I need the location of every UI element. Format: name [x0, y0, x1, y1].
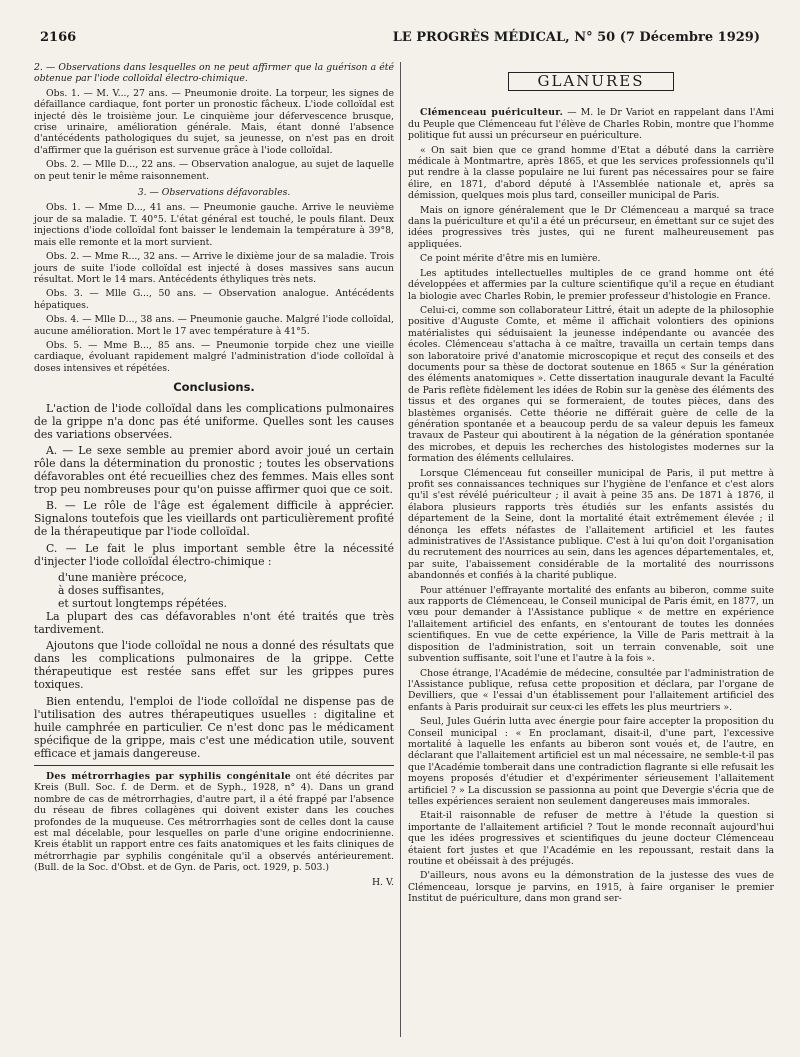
paragraph [408, 107, 774, 141]
separator [34, 765, 394, 766]
page-header [40, 30, 760, 50]
observation: Obs. 3. — Mlle G..., 50 ans. — Observation analogue. Antécédents hépatiques. [34, 288, 394, 311]
news-item-title: Des métrorrhagies par syphilis congénitale [46, 771, 291, 782]
paragraph: « On sait bien que ce grand homme d'Etat a débuté dans la carrière médicale à Montmartre, après 1865, et que les services professionnels qu'il put rendre à la classe populaire ne lui furent pas nécessaires pour se faire élire, en 1871, d'abord député à l'Assemblée nationale et, après sa démission, quelques mois plus tard, conseiller municipal de Paris. [408, 144, 774, 202]
observation: Obs. 2. — Mlle D..., 22 ans. — Observation analogue, au sujet de laquelle on peut tenir le même raisonnement. [34, 159, 394, 182]
paragraph: La plupart des cas défavorables n'ont été traités que très tardivement. [34, 609, 394, 637]
paragraph: C. — Le fait le plus important semble être la nécessité d'injecter l'iode colloïdal électro-chimique : [34, 541, 394, 568]
paragraph-text: — M. le Dr Variot en rappelant dans l'Ami du Peuple que Clémenceau fut l'élève de Charles Robin, montre que l'homme politique fut aussi un précurseur en puériculture. [408, 107, 774, 142]
paragraph: Lorsque Clémenceau fut conseiller municipal de Paris, il put mettre à profit ses connaissances techniques sur l'hygiène de l'enfance et c'est alors qu'il s'est révélé puériculteur ; il avait à peine 35 ans. De 1871 à 1876, il élabora plusieurs rapports très étudiés sur les enfants assistés du département de la Seine, dont la mortalité était extrêmement élevée ; il dénonça les effets néfastes de l'allaitement artificiel et les fautes administratives de l'Assistance publique. C'est à lui qu'on doit l'organisation du recrutement des nourrices au sein, dans les agences départementales, et, par suite, l'abaissement considérable de la mortalité des nourrissons abandonnés et confiés à la charité publique. [408, 467, 774, 582]
paragraph: D'ailleurs, nous avons eu la démonstration de la justesse des vues de Clémenceau, lorsque je parvins, en 1915, à faire organiser le premier Institut de puériculture, dans mon grand ser- [408, 870, 774, 905]
page-number: 2166 [40, 30, 77, 45]
section-2-heading: 2. — Observations dans lesquelles on ne peut affirmer que la guérison a été obtenue par l'iode colloïdal électro-chimique. [34, 62, 394, 85]
paragraph: Ajoutons que l'iode colloïdal ne nous a donné des résultats que dans les complications pulmonaires de la grippe. Cette thérapeutique est restée sans effet sur les grippes pures toxiques. [34, 639, 394, 692]
section-3-heading: 3. — Observations défavorables. [137, 187, 291, 199]
paragraph: Seul, Jules Guérin lutta avec énergie pour faire accepter la proposition du Conseil municipal : « En proclamant, disait-il, d'une part, l'excessive mortalité à laquelle les enfants au biberon sont voués et, de l'autre, en déclarant que l'allaitement artificiel est un mal nécessaire, ne semble-t-il pas que l'Académie tomberait dans une contradiction flagrante si elle refusait les moyens proposés d'étudier et d'expérimenter sérieusement l'allaitement artificiel ? » La discussion se passionna au point que Devergie s'écria que de telles expériences seraient non seulement dangereuses mais immorales. [408, 716, 774, 807]
paragraph: Les aptitudes intellectuelles multiples de ce grand homme ont été développées et affermies par la culture scientifique qu'il a reçue en étudiant la biologie avec Charles Robin, le premier professeur d'histologie en France. [408, 267, 774, 302]
conclusions-body [34, 402, 394, 760]
observation: Obs. 1. — M. V..., 27 ans. — Pneumonie droite. La torpeur, les signes de défaillance cardiaque, font porter un pronostic fâcheux. L'iode colloïdal est injecté dès le troisième jour. Le cinquième jour défervescence brusque, crise urinaire, amélioration générale. Mais, étant donné l'absence d'antécédents pathologiques du sujet, sa jeunesse, on n'est pas en droit d'affirmer que la guérison est survenue grâce à l'iode colloïdal. [34, 87, 394, 156]
observation: Obs. 5. — Mme B..., 85 ans. — Pneumonie torpide chez une vieille cardiaque, évoluant rapidement malgré l'administration d'iode colloïdal à doses intensives et répétées. [34, 339, 394, 374]
conclusions-heading: Conclusions. [173, 380, 255, 395]
paragraph: Mais on ignore généralement que le Dr Clémenceau a marqué sa trace dans la puériculture et qu'il a été un précurseur, en émettant sur ce sujet des idées progressives très justes, qui ne furent malheureusement pas appliquées. [408, 204, 775, 250]
list-item: à doses suffisantes, [58, 583, 165, 597]
left-column [34, 62, 394, 891]
paragraph: Bien entendu, l'emploi de l'iode colloïdal ne dispense pas de l'utilisation des autres thérapeutiques usuelles : digitaline et huile camphrée en particulier. Ce n'est donc pas le médicament spécifique de la grippe, mais c'est une médication utile, souvent efficace et jamais dangereuse. [34, 694, 394, 760]
list-item: et surtout longtemps répétées. [58, 596, 227, 610]
paragraph: Ce point mérite d'être mis en lumière. [420, 253, 601, 265]
signature: H. V. [371, 876, 394, 888]
observation: Obs. 1. — Mme D..., 41 ans. — Pneumonie gauche. Arrive le neuvième jour de sa maladie. T. 40°5. L'état général est touché, le pouls filant. Deux injections d'iode colloïdal font baisser le lendemain la température à 39°8, mais elle remonte et la mort survient. [34, 202, 394, 248]
paragraph: L'action de l'iode colloïdal dans les complications pulmonaires de la grippe n'a donc pas été uniforme. Quelles sont les causes des variations observées. [34, 401, 394, 441]
news-item [34, 771, 394, 874]
list-item: d'une manière précoce, [58, 570, 187, 584]
running-title: LE PROGRÈS MÉDICAL, N° 50 (7 Décembre 1929) [392, 30, 760, 45]
paragraph: Pour atténuer l'effrayante mortalité des enfants au biberon, comme suite aux rapports de Clémenceau, le Conseil municipal de Paris émit, en 1877, un vœu pour demander à l'Assistance publique « de mettre en expérience l'allaitement artificiel des enfants, en s'entourant de toutes les données scientifiques. En vue de cette expérience, la Ville de Paris mettrait à la disposition de l'administration, soit un terrain convenable, soit une subvention suffisante, soit l'une et l'autre à la fois ». [408, 584, 774, 665]
paragraph: A. — Le sexe semble au premier abord avoir joué un certain rôle dans la détermination du pronostic ; toutes les observations défavorables ont été recueillies chez des femmes. Mais elles sont trop peu nombreuses pour qu'on puisse affirmer quoi que ce soit. [34, 443, 394, 497]
observation: Obs. 4. — Mlle D..., 38 ans. — Pneumonie gauche. Malgré l'iode colloïdal, aucune amélioration. Mort le 17 avec température à 41°5. [34, 314, 394, 337]
run-in-heading: Clémenceau puériculteur. [420, 107, 564, 119]
paragraph: Etait-il raisonnable de refuser de mettre à l'étude la question si importante de l'allaitement artificiel ? Tout le monde reconnaît aujourd'hui que les idées progressives et scientifiques du jeune docteur Clémenceau étaient fort justes et que l'Académie en les repoussant, restait dans la routine et obéissait à des préjugés. [408, 810, 774, 867]
right-column [408, 62, 774, 908]
paragraph: Celui-ci, comme son collaborateur Littré, était un adepte de la philosophie positive d'Auguste Comte, et même il affichait volontiers des opinions matérialistes qui séduisaient la jeunesse indépendante ou avancée des écoles. Clémenceau s'attacha à ce maître, travailla un certain temps dans son laboratoire privé d'anatomie microscopique et reçut des conseils et des documents pour sa thèse de doctorat soutenue en 1865 « Sur la génération des éléments anatomiques ». Cette dissertation inaugurale devant la Faculté de Paris reflète fidèlement les idées de Robin sur la genèse des éléments des tissus et des organes qui se formeraient, de toutes pièces, dans des blastèmes organisés. Cette théorie ne différait guère de celle de la génération spontanée et a beaucoup perdu de sa valeur depuis les fameux travaux de Pasteur qui aboutirent à la négation de la génération spontanée des microbes, et depuis les recherches des histologistes modernes sur la formation des éléments cellulaires. [408, 304, 774, 465]
section-title: GLANURES [508, 72, 674, 91]
column-divider [400, 62, 401, 1037]
paragraph: Chose étrange, l'Académie de médecine, consultée par l'administration de l'Assistance publique, refusa cette proposition et déclara, par l'organe de Devilliers, que « l'essai d'un établissement pour l'allaitement artificiel des enfants à Paris produirait sur ceux-ci les effets les plus meurtriers ». [408, 667, 774, 713]
paragraph: B. — Le rôle de l'âge est également difficile à apprécier. Signalons toutefois que les vieillards ont particulièrement profité de la thérapeutique par l'iode colloïdal. [34, 499, 394, 539]
observation: Obs. 2. — Mme R..., 32 ans. — Arrive le dixième jour de sa maladie. Trois jours de suite l'iode colloïdal est injecté à doses massives sans aucun résultat. Mort le 14 mars. Antécédents éthyliques très nets. [34, 251, 394, 285]
news-item-body: ont été décrites par Kreis (Bull. Soc. f. de Derm. et de Syph., 1928, n° 4). Dans un grand nombre de cas de métrorrhagies, d'autre part, il a été frappé par l'absence du réseau de fibres collagènes qui doivent exister dans les couches profondes de la muqueuse. Ces métrorrhagies sont de celles dont la cause est mal décelable, pour lesquelles on parle d'une origine endocrinienne. Kreis établit un rapport entre ces faits anatomiques et les faits cliniques de métrorrhagie par syphilis congénitale qu'il a observés antérieurement. (Bull. de la Soc. d'Obst. et de Gyn. de Paris, oct. 1929, p. 503.) [34, 771, 394, 874]
